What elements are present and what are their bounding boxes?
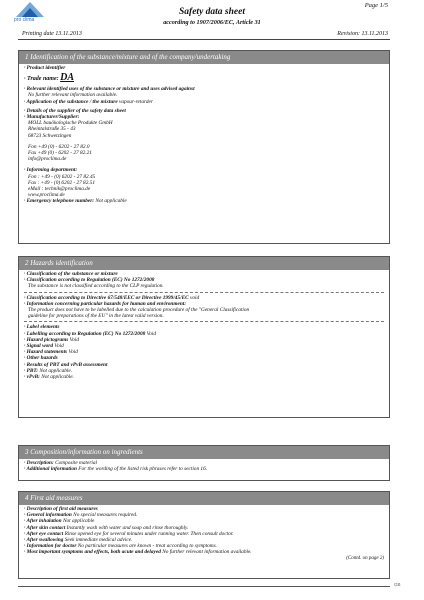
printing-date: Printing date 13.11.2013 — [22, 31, 82, 37]
after-eye-contact-label: · After eye contact — [24, 530, 64, 537]
section-2-heading: 2 Hazards identification — [19, 257, 389, 270]
after-inhalation-label: · After inhalation — [24, 518, 62, 525]
section-4 — [18, 491, 390, 579]
pictograms-label: · Hazard pictograms — [24, 336, 69, 343]
relevant-uses-label: · Relevant identified uses of the substance or mixture and uses advised against — [24, 86, 195, 93]
after-swallowing-label: · After swallowing — [24, 537, 64, 544]
page-number: Page 1/5 — [364, 2, 388, 9]
company-fax: Fax +49 (0) - 6202 - 27 82.21 — [28, 150, 92, 157]
supplier-details-label: · Details of the supplier of the safety data sheet — [24, 107, 126, 114]
manufacturer-label: · Manufacturer/Supplier: — [24, 114, 80, 121]
trade-name-value: DA — [60, 72, 75, 84]
vpvb-value: Not applicable. — [41, 374, 74, 381]
document-title: Safety data sheet — [179, 7, 245, 17]
after-inhalation-value: Not applicable — [62, 518, 95, 525]
application-value: vapour-retarder — [119, 98, 153, 105]
additional-info-value: For the wording of the listed risk phrases refer to section 16. — [78, 466, 208, 473]
company-name: MOLL bauökologische Produkte GmbH — [28, 120, 113, 127]
hazard-info-label: · Information concerning particular hazards for human and environment: — [24, 300, 187, 307]
additional-info-label: · Additional information — [24, 466, 77, 473]
description-value: Composite material — [55, 460, 97, 466]
document-subtitle: according to 1907/2006/EC, Article 31 — [163, 19, 261, 26]
logo-text: pro clima — [14, 17, 35, 23]
relevant-uses-text: No further relevant information available. — [28, 92, 118, 99]
signal-word-value: Void — [54, 343, 64, 350]
footer-divider — [18, 586, 390, 587]
general-info-label: · General information — [24, 512, 72, 519]
company-city: 68723 Schwetzingen — [28, 132, 72, 139]
after-skin-contact-label: · After skin contact — [24, 524, 66, 531]
dashed-divider — [24, 321, 384, 322]
country-mark: GB — [394, 582, 401, 587]
classification-label: · Classification of the substance or mixture — [24, 271, 118, 277]
informing-fax: Fax : +49 - (0) 6202 - 27 82.51 — [28, 179, 95, 186]
section-2 — [18, 256, 390, 418]
section-3 — [18, 445, 390, 481]
emergency-phone-value: Not applicable — [95, 198, 127, 205]
symptoms-label: · Most important symptoms and effects, both acute and delayed — [24, 549, 161, 556]
informing-phone: Fon : +49 - (0) 6202 - 27 82.45 — [28, 173, 96, 180]
informing-website: www.proclima.de — [28, 192, 65, 199]
signal-word-label: · Signal word — [24, 343, 53, 350]
trade-name-label: · Trade name: — [24, 76, 59, 83]
other-hazards-label: · Other hazards — [24, 355, 58, 362]
section-1 — [18, 50, 390, 244]
product-identifier-label: · Product identifier — [24, 65, 66, 71]
hazard-statements-value: Void — [68, 349, 78, 356]
header-divider — [18, 39, 390, 40]
hazard-statements-label: · Hazard statements — [24, 349, 68, 356]
classification-directive-value: void — [189, 294, 200, 301]
continued-note: (Contd. on page 2) — [346, 555, 384, 561]
doctor-info-value: No particular measures are known - treat according to symptoms. — [77, 543, 217, 550]
after-skin-contact-value: Instantly wash with water and soap and rinse thoroughly. — [66, 524, 189, 531]
first-aid-description-label: · Description of first aid measures — [24, 506, 98, 512]
label-elements-label: · Label elements — [24, 324, 60, 331]
hazard-info-text-2: guideline for preparations of the EU" in the latest valid version. — [28, 313, 164, 320]
after-eye-contact-value: Rinse opened eye for several minutes under running water. Then consult doctor. — [64, 530, 234, 537]
informing-department-label: · Informing department: — [24, 167, 78, 174]
classification-clp-label: · Classification according to Regulation (EC) No 1272/2008 — [24, 277, 155, 284]
informing-email: eMail : technik@proclima.de — [28, 186, 91, 193]
pictograms-value: Void — [69, 336, 80, 343]
labelling-label: · Labelling according to Regulation (EC) No 1272/2008 — [24, 330, 146, 337]
pbt-value: Not applicable. — [39, 367, 73, 374]
after-swallowing-value: Seek immediate medical advice. — [64, 537, 133, 544]
company-email: info@proclima.de — [28, 156, 67, 163]
description-label: · Description: — [24, 460, 54, 466]
classification-clp-text: The substance is not classified according to the CLP regulation. — [28, 283, 164, 290]
hazard-info-text-1: The product does not have to be labelled due to the calculation procedure of the "General Classification — [28, 307, 250, 314]
emergency-phone-label: · Emergency telephone number: — [24, 198, 95, 205]
dashed-divider — [24, 292, 384, 293]
section-1-heading: 1 Identification of the substance/mixture and of the company/undertaking — [19, 51, 389, 64]
company-street: Rheintalstraße 35 - 43 — [28, 126, 76, 133]
section-4-heading: 4 First aid measures — [19, 492, 389, 505]
vpvb-label: · vPvB: — [24, 374, 40, 381]
pbt-label: · PBT: — [24, 367, 39, 374]
section-3-heading: 3 Composition/information on ingredients — [19, 446, 389, 459]
labelling-value: Void — [146, 330, 156, 337]
application-label: · Application of the substance / the mixture — [24, 98, 118, 105]
pbt-results-label: · Results of PBT and vPvB assessment — [24, 361, 108, 368]
doctor-info-label: · Information for doctor — [24, 543, 77, 550]
symptoms-value: No further relevant information available. — [162, 549, 252, 556]
company-phone: Fon +49 (0) - 6202 - 27 82.0 — [28, 143, 90, 150]
revision-date: Revision: 13.11.2013 — [337, 31, 388, 37]
general-info-value: No special measures required. — [73, 512, 138, 519]
classification-directive-label: · Classification according to Directive 67/548/EEC or Directive 1999/45/EC — [24, 294, 189, 301]
